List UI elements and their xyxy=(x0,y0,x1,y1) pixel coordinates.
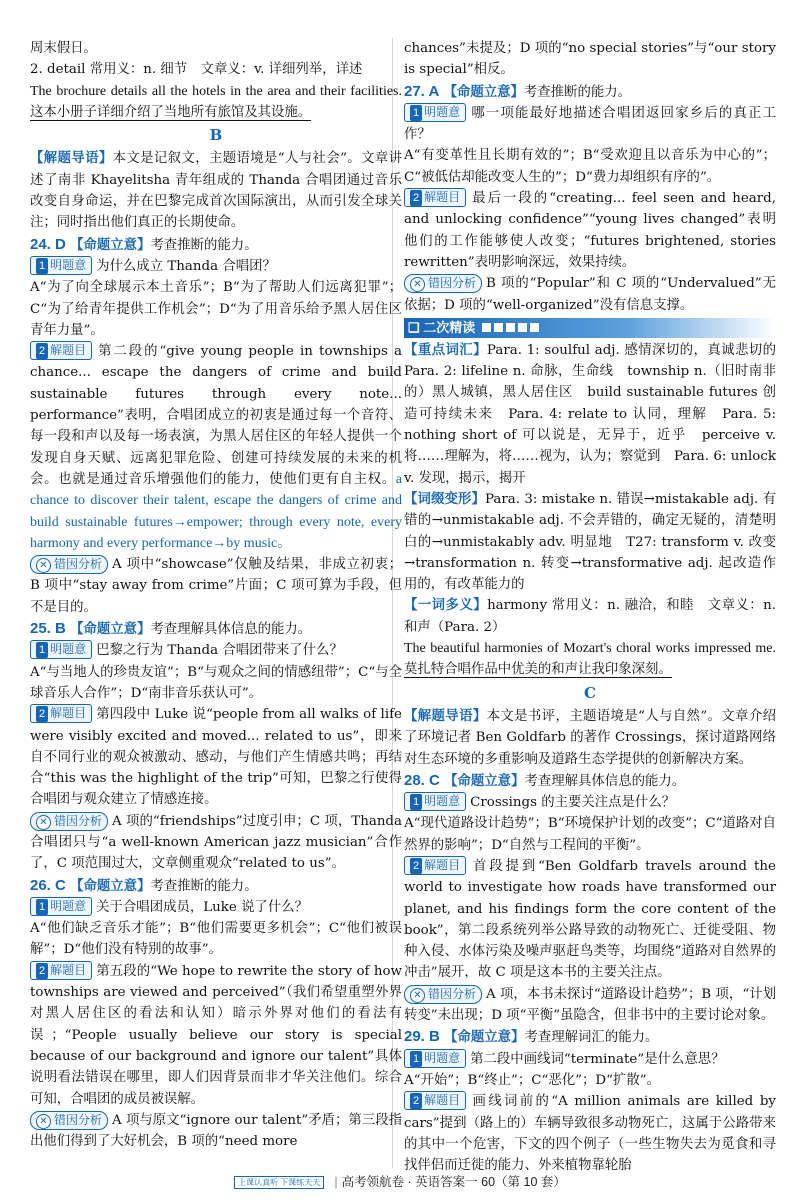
right-column xyxy=(404,38,790,1176)
publisher-logo: 上课认真听 下课练天天 xyxy=(234,1176,324,1189)
vocab-line: 2. detail 常用义：n. 细节 文章义：v. 详细列举，详述 xyxy=(30,62,363,78)
question-29-header: 29. B 【命题立意】考查理解词汇的能力。 xyxy=(404,1028,659,1046)
section-b-heading: B xyxy=(209,126,223,145)
guide-paragraph: 【解题导语】本文是记叙文，主题语境是“人与社会”。文章讲述了南非 Khayelitsha 青年组成的 Thanda 合唱团通过音乐改变自身命运，并在巴黎完成首次国际演出，从而引发全球关注；同时指出他们真正的长期使命。 xyxy=(30,150,402,231)
example-sentence: The brochure details all the hotels in the area and their facilities.这本小册子详细介绍了当地所有旅馆及其设施。 xyxy=(30,83,402,120)
q25-step1: 1 明题意 巴黎之行为 Thanda 合唱团带来了什么？ xyxy=(30,640,402,661)
text-line: 周末假日。 xyxy=(30,41,97,56)
step2-tag: 2 解题目 xyxy=(30,704,92,723)
question-27-header: 27. A 【命题立意】考查推断的能力。 xyxy=(404,82,632,100)
step2-tag: 2 解题目 xyxy=(404,1091,466,1110)
step2-tag: 2 解题目 xyxy=(404,856,466,875)
step2-tag: 2 解题目 xyxy=(30,961,92,980)
q26-step1: 1 明题意 关于合唱团成员，Luke 说了什么？ xyxy=(30,897,402,918)
q26-error-analysis: ✕ 错因分析 A 项与原文“ignore our talent”矛盾；第三段指出他们得到了大好机会，B 项的“need more xyxy=(30,1112,402,1150)
left-column xyxy=(30,38,402,1152)
q28-options: A“现代道路设计趋势”；B“环境保护计划的改变”；C“道路对自然界的影响”；D“自然与工程间的平衡”。 xyxy=(404,816,776,853)
step1-tag: 1 明题意 xyxy=(404,792,466,811)
q27-step2: 2 解题目 最后一段的“creating... feel seen and heard, and unlocking confidence”“young lives changed”表明他们的工作能够使人改变；“futures brightened, stories rewritten”表明影响深远，效果持续。 xyxy=(404,190,776,270)
error-analysis-tag: ✕ 错因分析 xyxy=(30,555,108,574)
q29-step2: 2 解题目 画线词前的“A million animals are killed by cars”提到（路上的）车辆导致很多动物死亡，这属于公路带来的其中一个危害，下文的四个例子（一些生物失去为觅食和寻找伴侣而迁徙的能力、外来植物靠轮胎 xyxy=(404,1093,776,1174)
step1-tag: 1 明题意 xyxy=(30,256,92,275)
q24-options: A“为了向全球展示本土音乐”；B“为了帮助人们远离犯罪”；C“为了给青年提供工作机会”；D“为了用音乐给予黑人居住区青年力量”。 xyxy=(30,280,402,338)
x-icon: ✕ xyxy=(36,558,51,573)
step2-tag: 2 解题目 xyxy=(30,341,92,360)
q27-error-analysis: ✕ 错因分析 B 项的“Popular”和 C 项的“Undervalued”无依据；D 项的“well-organized”没有信息支撑。 xyxy=(404,276,776,313)
q25-error-analysis: ✕ 错因分析 A 项的“friendships”过度引申；C 项，Thanda 合唱团只与“a well-known American jazz musician”合作了，C 项范围过大，文章侧重观众“related to us”。 xyxy=(30,813,402,872)
question-25-header: 25. B 【命题立意】考查理解具体信息的能力。 xyxy=(30,620,312,638)
x-icon: ✕ xyxy=(36,1114,51,1129)
question-26-header: 26. C 【命题立意】考查推断的能力。 xyxy=(30,876,258,894)
polysemy-block: 【一词多义】harmony 常用义：n. 融洽，和睦 文章义：n. 和声（Para. 2） xyxy=(404,597,777,635)
q28-step1: 1 明题意 Crossings 的主要关注点是什么？ xyxy=(404,792,776,813)
error-analysis-tag: ✕ 错因分析 xyxy=(404,985,482,1004)
q26-step2: 2 解题目 第五段的“We hope to rewrite the story of how townships are viewed and perceived”（我们希望重塑外界对黑人居住区的看法和认知）暗示外界对他们的看法有误；“People usually believe our story is special because of our background and ignore our talent”具体说明看法错误在哪里，即人们因背景而非才华关注他们。综合可知，合唱团的成员被误解。 xyxy=(30,962,402,1107)
example-sentence: The beautiful harmonies of Mozart's choral works impressed me.莫扎特合唱作品中优美的和声让我印象深刻。 xyxy=(404,641,776,678)
vocab-block: 【重点词汇】Para. 1: soulful adj. 感情深切的，真诚悲切的 Para. 2: lifeline n. 命脉，生命线 township n.（旧时南非的）黑人城镇，黑人居住区 build sustainable futures 创造可持续未来 Para. 4: relate to 认同，理解 Para. 5: nothing short of 可以说是，无异于，近乎 perceive v. 将……理解为，将……视为，认为；察觉到 Para. 6: unlock v. 发现，揭示，揭开 xyxy=(404,341,790,486)
page-footer: 上课认真听 下课练天天 | 高考领航卷 · 英语答案一 60（第 10 套） xyxy=(0,1172,800,1190)
question-28-header: 28. C 【命题立意】考查理解具体信息的能力。 xyxy=(404,771,686,789)
question-24-header: 24. D 【命题立意】考查推断的能力。 xyxy=(30,235,258,253)
text-line: chances”未提及；D 项的“no special stories”与“our story is special”相反。 xyxy=(404,41,776,78)
x-icon: ✕ xyxy=(410,277,425,292)
q24-step2: 2 解题目 第二段的“give young people in townships a chance... escape the dangers of crime and build sustainable futures through every note... performance”表明，合唱团成立的初衷是通过每一个音符、每一段和声以及每一场表演，为黑人居住区的年轻人提供一个发现自身天赋、远离犯罪危险、创建可持续发展的未来的机会。也就是通过音乐增强他们的能力，使他们更有自主权。a chance to discover their talent, escape the dangers of crime and build sustainable futures→empower; through every note, every harmony and every performance→by music。 xyxy=(30,343,402,551)
q27-options: A“有变革性且长期有效的”；B“受欢迎且以音乐为中心的”；C“被低估却能改变人生的”；D“费力却组织有序的”。 xyxy=(404,148,776,185)
q27-step1: 1 明题意 哪一项能最好地描述合唱团返回家乡后的真正工作？ xyxy=(404,104,776,143)
q28-step2: 2 解题目 首段提到“Ben Goldfarb travels around the world to investigate how roads have transformed our planet, and his findings form the core content of the book”，第二段系统列举公路导致的动物死亡、迁徙受阻、物种入侵、水体污染及噪声驱赶鸟类等，均围绕“道路对自然界的冲击”展开，故 C 项是这本书的主要关注点。 xyxy=(404,857,776,981)
step1-tag: 1 明题意 xyxy=(30,640,92,659)
guide-paragraph: 【解题导语】本文是书评，主题语境是“人与自然”。文章介绍了环境记者 Ben Goldfarb 的著作 Crossings，探讨道路网络对生态环境的多重影响及道路生态学提供的创新解决方案。 xyxy=(404,707,776,767)
q24-step1: 1 明题意 为什么成立 Thanda 合唱团？ xyxy=(30,256,402,277)
section-c-heading: C xyxy=(584,683,596,702)
q29-step1: 1 明题意 第二段中画线词“terminate”是什么意思？ xyxy=(404,1049,776,1070)
x-icon: ✕ xyxy=(36,815,51,830)
second-reading-bar: ❏ 二次精读 xyxy=(404,318,776,338)
error-analysis-tag: ✕ 错因分析 xyxy=(30,812,108,831)
q28-error-analysis: ✕ 错因分析 A 项，本书未探讨“道路设计趋势”；B 项，“计划转变”未出现；D 项“平衡”虽隐含，但非书中的主要讨论对象。 xyxy=(404,986,776,1024)
q25-step2: 2 解题目 第四段中 Luke 说“people from all walks of life were visibly excited and moved... related to us”，即来自不同行业的观众被激动、感动，与他们产生情感共鸣；再结合“this was the highlight of the trip”可知，巴黎之行使得合唱团与观众建立了情感连接。 xyxy=(30,706,402,808)
error-analysis-tag: ✕ 错因分析 xyxy=(404,274,482,293)
q29-options: A“开始”；B“终止”；C“恶化”；D“扩散”。 xyxy=(404,1072,660,1088)
q26-options: A“他们缺乏音乐才能”；B“他们需要更多机会”；C“他们被误解”；D“他们没有特别的故事”。 xyxy=(30,921,402,958)
step1-tag: 1 明题意 xyxy=(30,897,92,916)
step1-tag: 1 明题意 xyxy=(404,1049,466,1068)
step2-tag: 2 解题目 xyxy=(404,188,466,207)
error-analysis-tag: ✕ 错因分析 xyxy=(30,1111,108,1130)
book-icon: ❏ xyxy=(408,320,420,336)
footer-title: 高考领航卷 · 英语答案一 60（第 10 套） xyxy=(341,1175,566,1189)
step1-tag: 1 明题意 xyxy=(404,103,466,122)
x-icon: ✕ xyxy=(410,988,425,1003)
word-formation-block: 【词缀变形】Para. 3: mistake n. 错误→mistakable adj. 有错的→unmistakable adj. 不会弄错的，确定无疑的，清楚明白的→unmistakably adv. 明显地 T27: transform v. 改变→transformation n. 转变→transformative adj. 起改造作用的，有改革能力的 xyxy=(404,490,777,593)
q25-options: A“与当地人的珍贵友谊”；B“与观众之间的情感纽带”；C“与全球音乐人合作”；D“南非音乐获认可”。 xyxy=(30,664,402,701)
q24-error-analysis: ✕ 错因分析 A 项中“showcase”仅触及结果，非成立初衷；B 项中“stay away from crime”片面；C 项可算为手段，但不是目的。 xyxy=(30,557,402,615)
